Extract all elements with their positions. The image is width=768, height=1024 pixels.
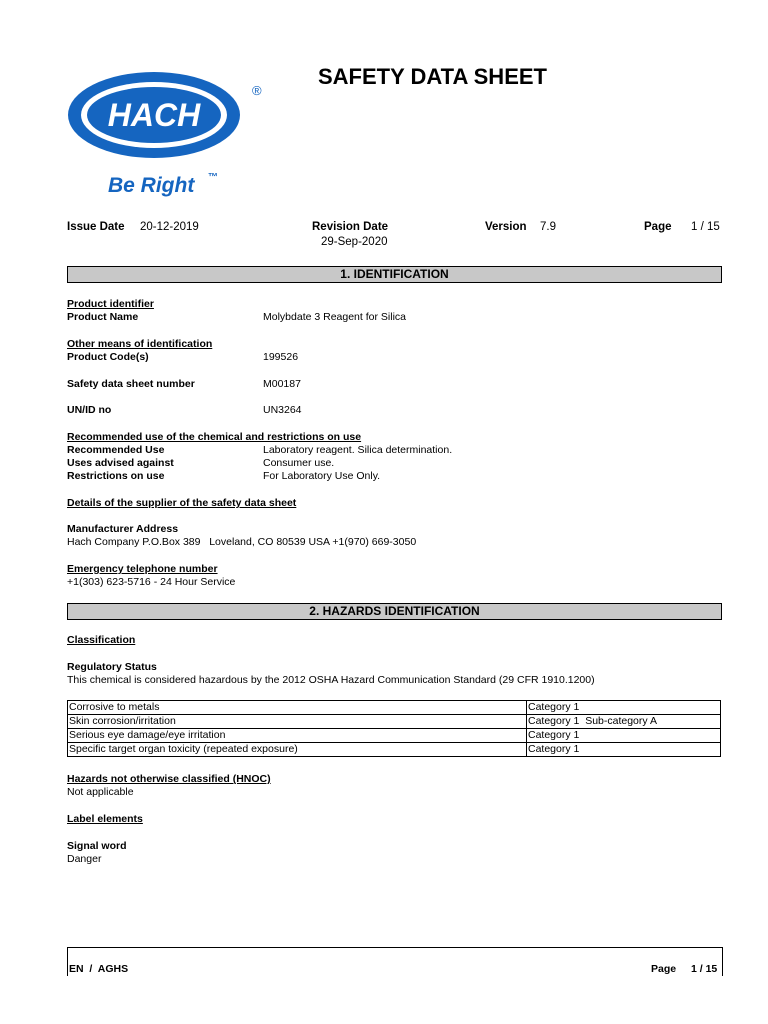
hazard-category-cell: Category 1 Sub-category A <box>527 715 721 729</box>
issue-date-label: Issue Date <box>67 221 125 233</box>
table-row <box>68 743 721 757</box>
hazard-category-cell: Category 1 <box>527 729 721 743</box>
unid-value: UN3264 <box>263 404 302 416</box>
document-title: SAFETY DATA SHEET <box>318 64 547 89</box>
regulatory-status-text: This chemical is considered hazardous by the 2012 OSHA Hazard Communication Standard (29 CFR 1910.1200) <box>67 674 595 686</box>
manufacturer-address-label: Manufacturer Address <box>67 523 179 535</box>
trademark-mark: ™ <box>208 172 218 183</box>
restrictions-value: For Laboratory Use Only. <box>263 470 381 482</box>
section-identification-header: 1. IDENTIFICATION <box>67 266 722 283</box>
hazard-class-cell: Corrosive to metals <box>68 701 527 715</box>
recommended-use-value: Laboratory reagent. Silica determination. <box>263 444 453 456</box>
hach-logo <box>66 70 271 200</box>
hazard-class-cell: Skin corrosion/irritation <box>68 715 527 729</box>
tagline: Be Right <box>108 174 195 197</box>
signal-word-value: Danger <box>67 853 102 865</box>
version-label: Version <box>485 221 527 233</box>
supplier-heading: Details of the supplier of the safety data sheet <box>67 497 297 509</box>
recommended-use-heading: Recommended use of the chemical and restrictions on use <box>67 431 362 443</box>
signal-word-label: Signal word <box>67 840 127 852</box>
classification-heading: Classification <box>67 634 136 646</box>
hazard-class-cell: Specific target organ toxicity (repeated exposure) <box>68 743 527 757</box>
issue-date: 20-12-2019 <box>140 221 199 233</box>
page-number: 1 / 15 <box>691 221 720 233</box>
other-means-heading: Other means of identification <box>67 338 213 350</box>
regulatory-status-label: Regulatory Status <box>67 661 157 673</box>
product-codes-label: Product Code(s) <box>67 351 149 363</box>
table-row <box>68 715 721 729</box>
page-label: Page <box>644 221 672 233</box>
footer-language: EN / AGHS <box>69 963 129 975</box>
revision-date-label: Revision Date <box>312 221 389 233</box>
hnoc-value: Not applicable <box>67 786 134 798</box>
product-name-label: Product Name <box>67 311 139 323</box>
manufacturer-address-value: Hach Company P.O.Box 389 Loveland, CO 80539 USA +1(970) 669-3050 <box>67 536 417 548</box>
emergency-phone-heading: Emergency telephone number <box>67 563 218 575</box>
footer-box <box>67 947 723 976</box>
sds-number-value: M00187 <box>263 378 301 390</box>
hazard-class-cell: Serious eye damage/eye irritation <box>68 729 527 743</box>
uses-against-value: Consumer use. <box>263 457 335 469</box>
uses-against-label: Uses advised against <box>67 457 174 469</box>
classification-table <box>67 700 721 757</box>
restrictions-label: Restrictions on use <box>67 470 165 482</box>
unid-label: UN/ID no <box>67 404 112 416</box>
revision-date: 29-Sep-2020 <box>321 236 388 248</box>
product-name-value: Molybdate 3 Reagent for Silica <box>263 311 406 323</box>
table-row <box>68 701 721 715</box>
registered-mark: ® <box>252 83 262 98</box>
recommended-use-label: Recommended Use <box>67 444 165 456</box>
section-hazards-header: 2. HAZARDS IDENTIFICATION <box>67 603 722 620</box>
label-elements-heading: Label elements <box>67 813 143 825</box>
hazard-category-cell: Category 1 <box>527 743 721 757</box>
table-row <box>68 729 721 743</box>
logo-text: HACH <box>107 97 201 133</box>
footer-page-number: 1 / 15 <box>691 963 718 975</box>
hazard-category-cell: Category 1 <box>527 701 721 715</box>
footer-page-label: Page <box>651 963 677 975</box>
emergency-phone-value: +1(303) 623-5716 - 24 Hour Service <box>67 576 236 588</box>
hnoc-heading: Hazards not otherwise classified (HNOC) <box>67 773 271 785</box>
product-codes-value: 199526 <box>263 351 299 363</box>
version-value: 7.9 <box>540 221 556 233</box>
product-identifier-heading: Product identifier <box>67 298 154 310</box>
sds-number-label: Safety data sheet number <box>67 378 195 390</box>
